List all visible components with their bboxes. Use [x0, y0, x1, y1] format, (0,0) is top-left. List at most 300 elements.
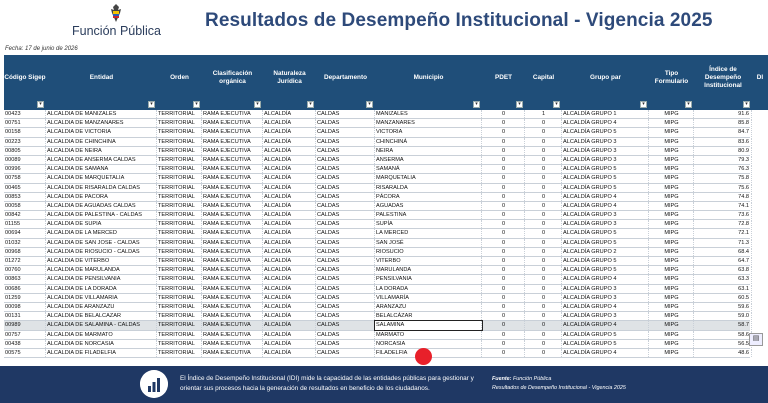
- cell-indice[interactable]: 58.6: [694, 331, 752, 339]
- cell-grupo-par[interactable]: ALCALDÍA GRUPO 4: [562, 349, 649, 357]
- cell-clasificacion[interactable]: RAMA EJECUTIVA: [202, 248, 263, 256]
- cell-capital[interactable]: 0: [525, 257, 562, 265]
- cell-grupo-par[interactable]: ALCALDÍA GRUPO 5: [562, 128, 649, 136]
- cell-municipio[interactable]: ANSERMA: [375, 156, 482, 164]
- cell-grupo-par[interactable]: ALCALDÍA GRUPO 4: [562, 202, 649, 210]
- cell-naturaleza[interactable]: ALCALDÍA: [263, 119, 316, 127]
- cell-departamento[interactable]: CALDAS: [316, 220, 375, 228]
- cell-grupo-par[interactable]: ALCALDÍA GRUPO 5: [562, 257, 649, 265]
- cell-entidad[interactable]: ALCALDIA DE PACORA: [46, 193, 157, 201]
- cell-capital[interactable]: 0: [525, 266, 562, 274]
- cell-pdet[interactable]: 0: [482, 119, 525, 127]
- cell-capital[interactable]: 0: [525, 202, 562, 210]
- cell-capital[interactable]: 0: [525, 156, 562, 164]
- table-row[interactable]: [4, 239, 750, 248]
- cell-clasificacion[interactable]: RAMA EJECUTIVA: [202, 110, 263, 118]
- cell-naturaleza[interactable]: ALCALDÍA: [263, 275, 316, 283]
- cell-naturaleza[interactable]: ALCALDÍA: [263, 248, 316, 256]
- cell-tipo-formulario[interactable]: MIPG: [649, 147, 694, 155]
- cell-clasificacion[interactable]: RAMA EJECUTIVA: [202, 193, 263, 201]
- filter-dropdown-icon[interactable]: ▾: [743, 101, 750, 108]
- filter-dropdown-icon[interactable]: ▾: [254, 101, 261, 108]
- cell-codigo-sigep[interactable]: 00751: [4, 119, 46, 127]
- cell-tipo-formulario[interactable]: MIPG: [649, 294, 694, 302]
- cell-codigo-sigep[interactable]: 00423: [4, 110, 46, 118]
- cell-pdet[interactable]: 0: [482, 165, 525, 173]
- cell-capital[interactable]: 0: [525, 174, 562, 182]
- cell-clasificacion[interactable]: RAMA EJECUTIVA: [202, 220, 263, 228]
- cell-tipo-formulario[interactable]: MIPG: [649, 184, 694, 192]
- cell-clasificacion[interactable]: RAMA EJECUTIVA: [202, 349, 263, 357]
- table-row[interactable]: [4, 229, 750, 238]
- filter-dropdown-icon[interactable]: ▾: [366, 101, 373, 108]
- cell-entidad[interactable]: ALCALDIA DE FILADELFIA: [46, 349, 157, 357]
- cell-clasificacion[interactable]: RAMA EJECUTIVA: [202, 119, 263, 127]
- table-row[interactable]: [4, 220, 750, 229]
- cell-tipo-formulario[interactable]: MIPG: [649, 165, 694, 173]
- cell-orden[interactable]: TERRITORIAL: [157, 174, 202, 182]
- cell-tipo-formulario[interactable]: MIPG: [649, 119, 694, 127]
- cell-orden[interactable]: TERRITORIAL: [157, 165, 202, 173]
- cell-pdet[interactable]: 0: [482, 294, 525, 302]
- table-row[interactable]: [4, 211, 750, 220]
- cell-indice[interactable]: 63.3: [694, 275, 752, 283]
- cell-clasificacion[interactable]: RAMA EJECUTIVA: [202, 138, 263, 146]
- cell-grupo-par[interactable]: ALCALDÍA GRUPO 5: [562, 184, 649, 192]
- cell-departamento[interactable]: CALDAS: [316, 248, 375, 256]
- cell-indice[interactable]: 59.6: [694, 303, 752, 311]
- cell-clasificacion[interactable]: RAMA EJECUTIVA: [202, 229, 263, 237]
- cell-orden[interactable]: TERRITORIAL: [157, 110, 202, 118]
- cell-municipio[interactable]: NEIRA: [375, 147, 482, 155]
- cell-capital[interactable]: 0: [525, 184, 562, 192]
- table-row[interactable]: [4, 202, 750, 211]
- cell-codigo-sigep[interactable]: 00853: [4, 193, 46, 201]
- cell-entidad[interactable]: ALCALDIA DE MANIZALES: [46, 110, 157, 118]
- cell-grupo-par[interactable]: ALCALDÍA GRUPO 3: [562, 156, 649, 164]
- table-row[interactable]: [4, 312, 750, 321]
- cell-entidad[interactable]: ALCALDIA DE PENSILVANIA: [46, 275, 157, 283]
- cell-pdet[interactable]: 0: [482, 275, 525, 283]
- cell-departamento[interactable]: CALDAS: [316, 229, 375, 237]
- cell-tipo-formulario[interactable]: MIPG: [649, 174, 694, 182]
- cell-orden[interactable]: TERRITORIAL: [157, 248, 202, 256]
- cell-naturaleza[interactable]: ALCALDÍA: [263, 220, 316, 228]
- cell-pdet[interactable]: 0: [482, 349, 525, 357]
- cell-departamento[interactable]: CALDAS: [316, 340, 375, 348]
- cell-capital[interactable]: 0: [525, 303, 562, 311]
- cell-indice[interactable]: 83.6: [694, 138, 752, 146]
- cell-tipo-formulario[interactable]: MIPG: [649, 211, 694, 219]
- cell-naturaleza[interactable]: ALCALDÍA: [263, 266, 316, 274]
- cell-naturaleza[interactable]: ALCALDÍA: [263, 211, 316, 219]
- cell-indice[interactable]: 79.3: [694, 156, 752, 164]
- cell-codigo-sigep[interactable]: 00758: [4, 174, 46, 182]
- cell-grupo-par[interactable]: ALCALDÍA GRUPO 3: [562, 312, 649, 320]
- cell-municipio[interactable]: SALAMINA: [375, 321, 482, 329]
- table-row[interactable]: [4, 147, 750, 156]
- cell-capital[interactable]: 0: [525, 248, 562, 256]
- cell-tipo-formulario[interactable]: MIPG: [649, 340, 694, 348]
- cell-pdet[interactable]: 0: [482, 174, 525, 182]
- cell-pdet[interactable]: 0: [482, 266, 525, 274]
- cell-tipo-formulario[interactable]: MIPG: [649, 266, 694, 274]
- cell-clasificacion[interactable]: RAMA EJECUTIVA: [202, 211, 263, 219]
- table-row[interactable]: [4, 174, 750, 183]
- cell-entidad[interactable]: ALCALDIA DE MARMATO: [46, 331, 157, 339]
- cell-capital[interactable]: 0: [525, 285, 562, 293]
- cell-entidad[interactable]: ALCALDIA DE MARQUETALIA: [46, 174, 157, 182]
- cell-departamento[interactable]: CALDAS: [316, 312, 375, 320]
- cell-entidad[interactable]: ALCALDIA DE AGUADAS CALDAS: [46, 202, 157, 210]
- cell-municipio[interactable]: VITERBO: [375, 257, 482, 265]
- cell-codigo-sigep[interactable]: 00686: [4, 285, 46, 293]
- cell-pdet[interactable]: 0: [482, 285, 525, 293]
- cell-pdet[interactable]: 0: [482, 193, 525, 201]
- cell-entidad[interactable]: ALCALDIA DE NEIRA: [46, 147, 157, 155]
- cell-naturaleza[interactable]: ALCALDÍA: [263, 156, 316, 164]
- cell-municipio[interactable]: MANIZALES: [375, 110, 482, 118]
- table-row[interactable]: [4, 303, 750, 312]
- cell-codigo-sigep[interactable]: 01032: [4, 239, 46, 247]
- cell-tipo-formulario[interactable]: MIPG: [649, 193, 694, 201]
- filter-dropdown-icon[interactable]: ▾: [148, 101, 155, 108]
- cell-grupo-par[interactable]: ALCALDÍA GRUPO 2: [562, 248, 649, 256]
- table-row[interactable]: [4, 156, 750, 165]
- cell-indice[interactable]: 72.8: [694, 220, 752, 228]
- cell-grupo-par[interactable]: ALCALDÍA GRUPO 4: [562, 275, 649, 283]
- cell-naturaleza[interactable]: ALCALDÍA: [263, 239, 316, 247]
- cell-orden[interactable]: TERRITORIAL: [157, 321, 202, 329]
- cell-naturaleza[interactable]: ALCALDÍA: [263, 147, 316, 155]
- cell-naturaleza[interactable]: ALCALDÍA: [263, 294, 316, 302]
- table-row[interactable]: [4, 331, 750, 340]
- table-row[interactable]: [4, 165, 750, 174]
- cell-municipio[interactable]: VILLAMARÍA: [375, 294, 482, 302]
- cell-codigo-sigep[interactable]: 00058: [4, 202, 46, 210]
- cell-municipio[interactable]: CHINCHINÁ: [375, 138, 482, 146]
- cell-entidad[interactable]: ALCALDIA DE VICTORIA: [46, 128, 157, 136]
- cell-entidad[interactable]: ALCALDIA DE ANSERMA CALDAS: [46, 156, 157, 164]
- cell-pdet[interactable]: 0: [482, 156, 525, 164]
- cell-grupo-par[interactable]: ALCALDÍA GRUPO 4: [562, 303, 649, 311]
- cell-orden[interactable]: TERRITORIAL: [157, 294, 202, 302]
- cell-departamento[interactable]: CALDAS: [316, 275, 375, 283]
- cell-municipio[interactable]: AGUADAS: [375, 202, 482, 210]
- cell-clasificacion[interactable]: RAMA EJECUTIVA: [202, 257, 263, 265]
- cell-grupo-par[interactable]: ALCALDÍA GRUPO 3: [562, 294, 649, 302]
- cell-naturaleza[interactable]: ALCALDÍA: [263, 174, 316, 182]
- cell-tipo-formulario[interactable]: MIPG: [649, 312, 694, 320]
- cell-grupo-par[interactable]: ALCALDÍA GRUPO 4: [562, 321, 649, 329]
- cell-naturaleza[interactable]: ALCALDÍA: [263, 202, 316, 210]
- cell-departamento[interactable]: CALDAS: [316, 321, 375, 329]
- table-row[interactable]: [4, 294, 750, 303]
- cell-tipo-formulario[interactable]: MIPG: [649, 275, 694, 283]
- cell-codigo-sigep[interactable]: 00694: [4, 229, 46, 237]
- cell-entidad[interactable]: ALCALDIA DE RISARALDA CALDAS: [46, 184, 157, 192]
- cell-entidad[interactable]: ALCALDIA DE MANZANARES: [46, 119, 157, 127]
- cell-orden[interactable]: TERRITORIAL: [157, 275, 202, 283]
- cell-orden[interactable]: TERRITORIAL: [157, 257, 202, 265]
- cell-departamento[interactable]: CALDAS: [316, 257, 375, 265]
- filter-dropdown-icon[interactable]: ▾: [37, 101, 44, 108]
- cell-tipo-formulario[interactable]: MIPG: [649, 110, 694, 118]
- cell-capital[interactable]: 0: [525, 321, 562, 329]
- cell-indice[interactable]: 64.7: [694, 257, 752, 265]
- cell-codigo-sigep[interactable]: 00465: [4, 184, 46, 192]
- cell-pdet[interactable]: 0: [482, 312, 525, 320]
- cell-clasificacion[interactable]: RAMA EJECUTIVA: [202, 202, 263, 210]
- cell-orden[interactable]: TERRITORIAL: [157, 128, 202, 136]
- cell-grupo-par[interactable]: ALCALDÍA GRUPO 5: [562, 340, 649, 348]
- cell-pdet[interactable]: 0: [482, 128, 525, 136]
- cell-grupo-par[interactable]: ALCALDÍA GRUPO 4: [562, 119, 649, 127]
- cell-codigo-sigep[interactable]: 00223: [4, 138, 46, 146]
- cell-tipo-formulario[interactable]: MIPG: [649, 349, 694, 357]
- cell-departamento[interactable]: CALDAS: [316, 193, 375, 201]
- cell-clasificacion[interactable]: RAMA EJECUTIVA: [202, 156, 263, 164]
- cell-departamento[interactable]: CALDAS: [316, 303, 375, 311]
- cell-naturaleza[interactable]: ALCALDÍA: [263, 138, 316, 146]
- cell-clasificacion[interactable]: RAMA EJECUTIVA: [202, 147, 263, 155]
- cell-departamento[interactable]: CALDAS: [316, 331, 375, 339]
- cell-tipo-formulario[interactable]: MIPG: [649, 285, 694, 293]
- cell-pdet[interactable]: 0: [482, 248, 525, 256]
- cell-codigo-sigep[interactable]: 00996: [4, 165, 46, 173]
- cell-pdet[interactable]: 0: [482, 239, 525, 247]
- cell-entidad[interactable]: ALCALDIA DE SUPIA: [46, 220, 157, 228]
- cell-entidad[interactable]: ALCALDIA DE LA MERCED: [46, 229, 157, 237]
- cell-departamento[interactable]: CALDAS: [316, 202, 375, 210]
- cell-naturaleza[interactable]: ALCALDÍA: [263, 349, 316, 357]
- cell-pdet[interactable]: 0: [482, 211, 525, 219]
- cell-municipio[interactable]: MARULANDA: [375, 266, 482, 274]
- cell-indice[interactable]: 48.6: [694, 349, 752, 357]
- cell-codigo-sigep[interactable]: 00438: [4, 340, 46, 348]
- cell-grupo-par[interactable]: ALCALDÍA GRUPO 5: [562, 165, 649, 173]
- cell-pdet[interactable]: 0: [482, 138, 525, 146]
- table-row[interactable]: [4, 321, 750, 330]
- cell-indice[interactable]: 59.0: [694, 312, 752, 320]
- cell-indice[interactable]: 68.4: [694, 248, 752, 256]
- cell-orden[interactable]: TERRITORIAL: [157, 239, 202, 247]
- table-row[interactable]: [4, 349, 750, 358]
- cell-departamento[interactable]: CALDAS: [316, 110, 375, 118]
- cell-clasificacion[interactable]: RAMA EJECUTIVA: [202, 285, 263, 293]
- cell-capital[interactable]: 0: [525, 147, 562, 155]
- cell-orden[interactable]: TERRITORIAL: [157, 147, 202, 155]
- cell-orden[interactable]: TERRITORIAL: [157, 285, 202, 293]
- cell-indice[interactable]: 75.6: [694, 184, 752, 192]
- cell-capital[interactable]: 0: [525, 119, 562, 127]
- cell-capital[interactable]: 0: [525, 275, 562, 283]
- cell-capital[interactable]: 0: [525, 128, 562, 136]
- cell-capital[interactable]: 0: [525, 193, 562, 201]
- cell-pdet[interactable]: 0: [482, 184, 525, 192]
- cell-municipio[interactable]: PENSILVANIA: [375, 275, 482, 283]
- cell-capital[interactable]: 0: [525, 138, 562, 146]
- cell-orden[interactable]: TERRITORIAL: [157, 202, 202, 210]
- cell-municipio[interactable]: RISARALDA: [375, 184, 482, 192]
- cell-clasificacion[interactable]: RAMA EJECUTIVA: [202, 312, 263, 320]
- cell-naturaleza[interactable]: ALCALDÍA: [263, 128, 316, 136]
- cell-naturaleza[interactable]: ALCALDÍA: [263, 165, 316, 173]
- table-row[interactable]: [4, 138, 750, 147]
- cell-codigo-sigep[interactable]: 00757: [4, 331, 46, 339]
- cell-orden[interactable]: TERRITORIAL: [157, 349, 202, 357]
- cell-orden[interactable]: TERRITORIAL: [157, 266, 202, 274]
- paste-options-button[interactable]: ▤: [749, 333, 763, 346]
- cell-departamento[interactable]: CALDAS: [316, 285, 375, 293]
- cell-tipo-formulario[interactable]: MIPG: [649, 128, 694, 136]
- cell-grupo-par[interactable]: ALCALDÍA GRUPO 3: [562, 211, 649, 219]
- table-row[interactable]: [4, 193, 750, 202]
- cell-orden[interactable]: TERRITORIAL: [157, 229, 202, 237]
- cell-naturaleza[interactable]: ALCALDÍA: [263, 331, 316, 339]
- cell-departamento[interactable]: CALDAS: [316, 174, 375, 182]
- cell-clasificacion[interactable]: RAMA EJECUTIVA: [202, 239, 263, 247]
- cell-clasificacion[interactable]: RAMA EJECUTIVA: [202, 303, 263, 311]
- cell-departamento[interactable]: CALDAS: [316, 294, 375, 302]
- cell-orden[interactable]: TERRITORIAL: [157, 220, 202, 228]
- cell-pdet[interactable]: 0: [482, 340, 525, 348]
- cell-pdet[interactable]: 0: [482, 331, 525, 339]
- cell-naturaleza[interactable]: ALCALDÍA: [263, 285, 316, 293]
- cell-entidad[interactable]: ALCALDIA DE SAMANA: [46, 165, 157, 173]
- table-row[interactable]: [4, 128, 750, 137]
- table-row[interactable]: [4, 257, 750, 266]
- cell-tipo-formulario[interactable]: MIPG: [649, 156, 694, 164]
- cell-codigo-sigep[interactable]: 01155: [4, 220, 46, 228]
- cell-grupo-par[interactable]: ALCALDÍA GRUPO 1: [562, 110, 649, 118]
- table-row[interactable]: [4, 119, 750, 128]
- cell-municipio[interactable]: SUPÍA: [375, 220, 482, 228]
- cell-pdet[interactable]: 0: [482, 220, 525, 228]
- cell-entidad[interactable]: ALCALDIA DE CHINCHINA: [46, 138, 157, 146]
- cell-tipo-formulario[interactable]: MIPG: [649, 220, 694, 228]
- cell-clasificacion[interactable]: RAMA EJECUTIVA: [202, 174, 263, 182]
- cell-municipio[interactable]: BELALCÁZAR: [375, 312, 482, 320]
- cell-orden[interactable]: TERRITORIAL: [157, 340, 202, 348]
- cell-municipio[interactable]: SAMANÁ: [375, 165, 482, 173]
- table-row[interactable]: [4, 285, 750, 294]
- cell-grupo-par[interactable]: ALCALDÍA GRUPO 5: [562, 174, 649, 182]
- cell-tipo-formulario[interactable]: MIPG: [649, 248, 694, 256]
- cell-departamento[interactable]: CALDAS: [316, 138, 375, 146]
- cell-municipio[interactable]: FILADELFIA: [375, 349, 482, 357]
- cell-entidad[interactable]: ALCALDIA DE VILLAMARIA: [46, 294, 157, 302]
- cell-capital[interactable]: 0: [525, 211, 562, 219]
- filter-dropdown-icon[interactable]: ▾: [193, 101, 200, 108]
- cell-pdet[interactable]: 0: [482, 257, 525, 265]
- cell-indice[interactable]: 72.1: [694, 229, 752, 237]
- table-row[interactable]: [4, 110, 750, 119]
- cell-naturaleza[interactable]: ALCALDÍA: [263, 184, 316, 192]
- cell-municipio[interactable]: RIOSUCIO: [375, 248, 482, 256]
- cell-entidad[interactable]: ALCALDIA DE SALAMINA - CALDAS: [46, 321, 157, 329]
- cell-indice[interactable]: 74.1: [694, 202, 752, 210]
- table-row[interactable]: [4, 184, 750, 193]
- cell-naturaleza[interactable]: ALCALDÍA: [263, 257, 316, 265]
- filter-dropdown-icon[interactable]: ▾: [516, 101, 523, 108]
- cell-codigo-sigep[interactable]: 00805: [4, 147, 46, 155]
- cell-codigo-sigep[interactable]: 00863: [4, 275, 46, 283]
- cell-capital[interactable]: 0: [525, 312, 562, 320]
- cell-indice[interactable]: 58.7: [694, 321, 752, 329]
- cell-naturaleza[interactable]: ALCALDÍA: [263, 321, 316, 329]
- cell-municipio[interactable]: LA MERCED: [375, 229, 482, 237]
- cell-tipo-formulario[interactable]: MIPG: [649, 138, 694, 146]
- filter-dropdown-icon[interactable]: ▾: [640, 101, 647, 108]
- cell-entidad[interactable]: ALCALDIA DE ARANZAZU: [46, 303, 157, 311]
- cell-clasificacion[interactable]: RAMA EJECUTIVA: [202, 165, 263, 173]
- cell-entidad[interactable]: ALCALDIA DE LA DORADA: [46, 285, 157, 293]
- cell-departamento[interactable]: CALDAS: [316, 147, 375, 155]
- cell-tipo-formulario[interactable]: MIPG: [649, 321, 694, 329]
- cell-pdet[interactable]: 0: [482, 110, 525, 118]
- cell-tipo-formulario[interactable]: MIPG: [649, 303, 694, 311]
- cell-clasificacion[interactable]: RAMA EJECUTIVA: [202, 340, 263, 348]
- cell-entidad[interactable]: ALCALDIA DE BELALCAZAR: [46, 312, 157, 320]
- table-row[interactable]: [4, 275, 750, 284]
- cell-grupo-par[interactable]: ALCALDÍA GRUPO 3: [562, 147, 649, 155]
- cell-grupo-par[interactable]: ALCALDÍA GRUPO 5: [562, 331, 649, 339]
- cell-capital[interactable]: 0: [525, 294, 562, 302]
- cell-orden[interactable]: TERRITORIAL: [157, 138, 202, 146]
- cell-naturaleza[interactable]: ALCALDÍA: [263, 229, 316, 237]
- cell-capital[interactable]: 0: [525, 220, 562, 228]
- cell-clasificacion[interactable]: RAMA EJECUTIVA: [202, 331, 263, 339]
- cell-grupo-par[interactable]: ALCALDÍA GRUPO 5: [562, 239, 649, 247]
- cell-departamento[interactable]: CALDAS: [316, 211, 375, 219]
- cell-indice[interactable]: 76.3: [694, 165, 752, 173]
- cell-municipio[interactable]: PÁCORA: [375, 193, 482, 201]
- cell-capital[interactable]: 0: [525, 239, 562, 247]
- cell-entidad[interactable]: ALCALDIA DE MARULANDA: [46, 266, 157, 274]
- cell-grupo-par[interactable]: ALCALDÍA GRUPO 3: [562, 220, 649, 228]
- cell-indice[interactable]: 63.8: [694, 266, 752, 274]
- cell-clasificacion[interactable]: RAMA EJECUTIVA: [202, 321, 263, 329]
- cell-orden[interactable]: TERRITORIAL: [157, 119, 202, 127]
- cell-municipio[interactable]: ARANZAZU: [375, 303, 482, 311]
- cell-indice[interactable]: 75.8: [694, 174, 752, 182]
- table-row[interactable]: [4, 266, 750, 275]
- cell-clasificacion[interactable]: RAMA EJECUTIVA: [202, 275, 263, 283]
- cell-pdet[interactable]: 0: [482, 147, 525, 155]
- cell-municipio[interactable]: SAN JOSÉ: [375, 239, 482, 247]
- cell-capital[interactable]: 1: [525, 110, 562, 118]
- cell-codigo-sigep[interactable]: 00158: [4, 128, 46, 136]
- cell-grupo-par[interactable]: ALCALDÍA GRUPO 3: [562, 285, 649, 293]
- cell-municipio[interactable]: PALESTINA: [375, 211, 482, 219]
- cell-tipo-formulario[interactable]: MIPG: [649, 229, 694, 237]
- cell-indice[interactable]: 91.6: [694, 110, 752, 118]
- cell-departamento[interactable]: CALDAS: [316, 165, 375, 173]
- cell-tipo-formulario[interactable]: MIPG: [649, 257, 694, 265]
- cell-clasificacion[interactable]: RAMA EJECUTIVA: [202, 128, 263, 136]
- cell-indice[interactable]: 71.3: [694, 239, 752, 247]
- cell-orden[interactable]: TERRITORIAL: [157, 156, 202, 164]
- cell-orden[interactable]: TERRITORIAL: [157, 331, 202, 339]
- cell-municipio[interactable]: MANZANARES: [375, 119, 482, 127]
- cell-orden[interactable]: TERRITORIAL: [157, 312, 202, 320]
- cell-municipio[interactable]: NORCASIA: [375, 340, 482, 348]
- cell-entidad[interactable]: ALCALDIA DE VITERBO: [46, 257, 157, 265]
- cell-naturaleza[interactable]: ALCALDÍA: [263, 110, 316, 118]
- cell-clasificacion[interactable]: RAMA EJECUTIVA: [202, 294, 263, 302]
- cell-departamento[interactable]: CALDAS: [316, 349, 375, 357]
